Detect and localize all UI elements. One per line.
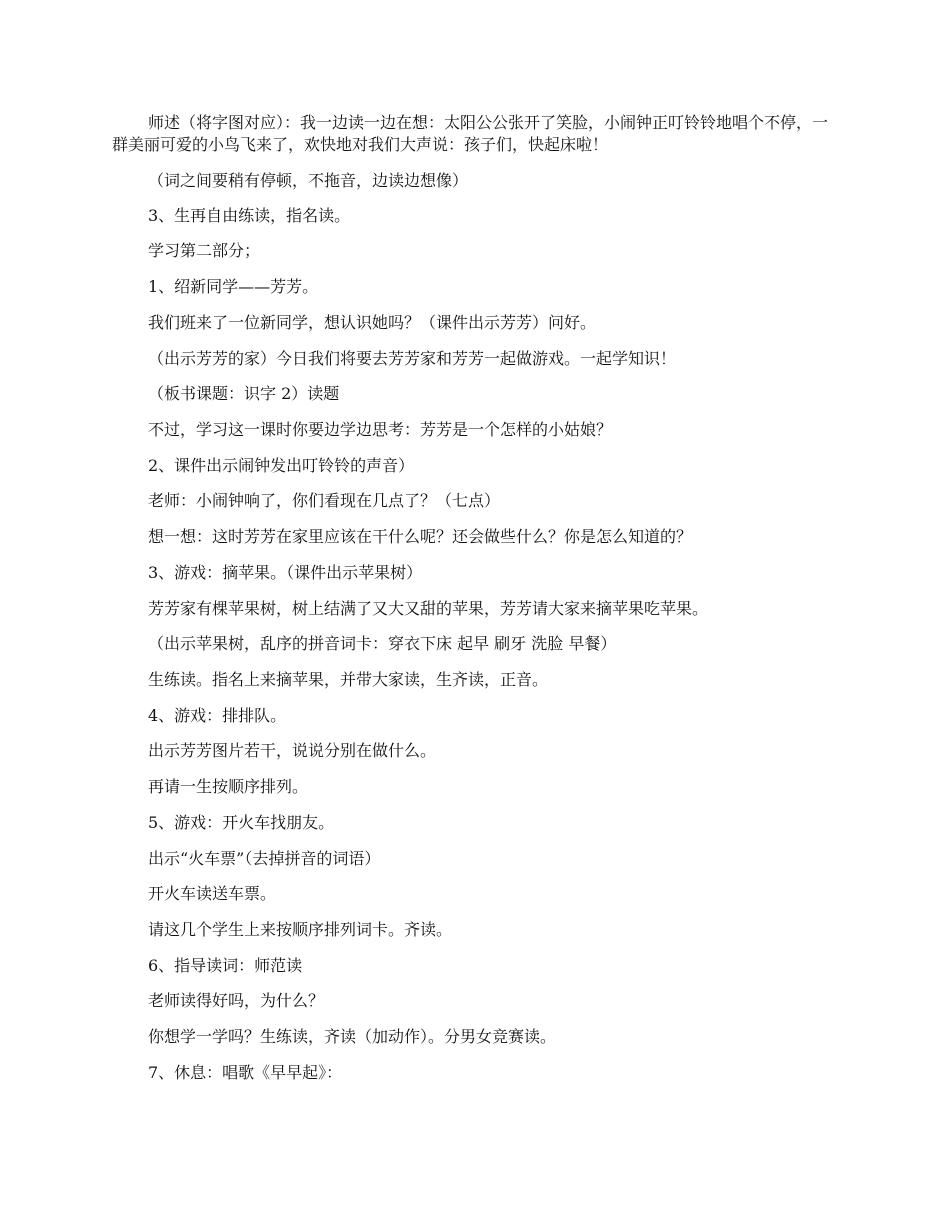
paragraph: （板书课题：识字 2）读题 (148, 384, 340, 403)
paragraph: 老师读得好吗，为什么？ (148, 991, 325, 1010)
paragraph: 出示芳芳图片若干，说说分别在做什么。 (148, 741, 437, 760)
paragraph: 出示“火车票”（去掉拼音的词语） (148, 849, 381, 868)
paragraph: 7、休息：唱歌《早早起》： (148, 1063, 343, 1082)
paragraph: 你想学一学吗？生练读，齐读（加动作）。分男女竞赛读。 (148, 1027, 557, 1046)
paragraph: 6、指导读词：师范读 (148, 956, 303, 975)
paragraph: 师述（将字图对应）：我一边读一边在想：太阳公公张开了笑脸，小闹钟正叮铃铃地唱个不停，一群美丽可爱的小鸟飞来了，欢快地对我们大声说：孩子们，快起床啦！ (112, 113, 829, 154)
paragraph: 开火车读送车票。 (148, 884, 277, 903)
paragraph: 想一想：这时芳芳在家里应该在干什么呢？还会做些什么？你是怎么知道的？ (148, 527, 693, 546)
paragraph: 3、游戏：摘苹果。（课件出示苹果树） (148, 563, 423, 582)
paragraph: 2、课件出示闹钟发出叮铃铃的声音） (148, 456, 415, 475)
paragraph: 请这几个学生上来按顺序排列词卡。齐读。 (148, 920, 453, 939)
paragraph: 5、游戏：开火车找朋友。 (148, 813, 335, 832)
paragraph: （词之间要稍有停顿，不拖音，边读边想像） (148, 171, 469, 190)
paragraph: 学习第二部分； (148, 241, 261, 260)
paragraph: 我们班来了一位新同学，想认识她吗？（课件出示芳芳）问好。 (148, 313, 597, 332)
paragraph: 3、生再自由练读，指名读。 (148, 206, 351, 225)
paragraph: （出示苹果树，乱序的拼音词卡：穿衣下床 起早 刷牙 洗脸 早餐） (148, 634, 617, 653)
paragraph: 芳芳家有棵苹果树，树上结满了又大又甜的苹果，芳芳请大家来摘苹果吃苹果。 (148, 599, 709, 618)
paragraph: 再请一生按顺序排列。 (148, 777, 309, 796)
paragraph: 4、游戏：排排队。 (148, 706, 287, 725)
paragraph: 老师：小闹钟响了，你们看现在几点了？（七点） (148, 491, 501, 510)
paragraph: 生练读。指名上来摘苹果，并带大家读，生齐读，正音。 (148, 670, 549, 689)
paragraph: 1、绍新同学——芳芳。 (148, 277, 319, 296)
paragraph: 不过，学习这一课时你要边学边思考：芳芳是一个怎样的小姑娘？ (148, 420, 613, 439)
paragraph: （出示芳芳的家）今日我们将要去芳芳家和芳芳一起做游戏。一起学知识！ (148, 349, 677, 368)
